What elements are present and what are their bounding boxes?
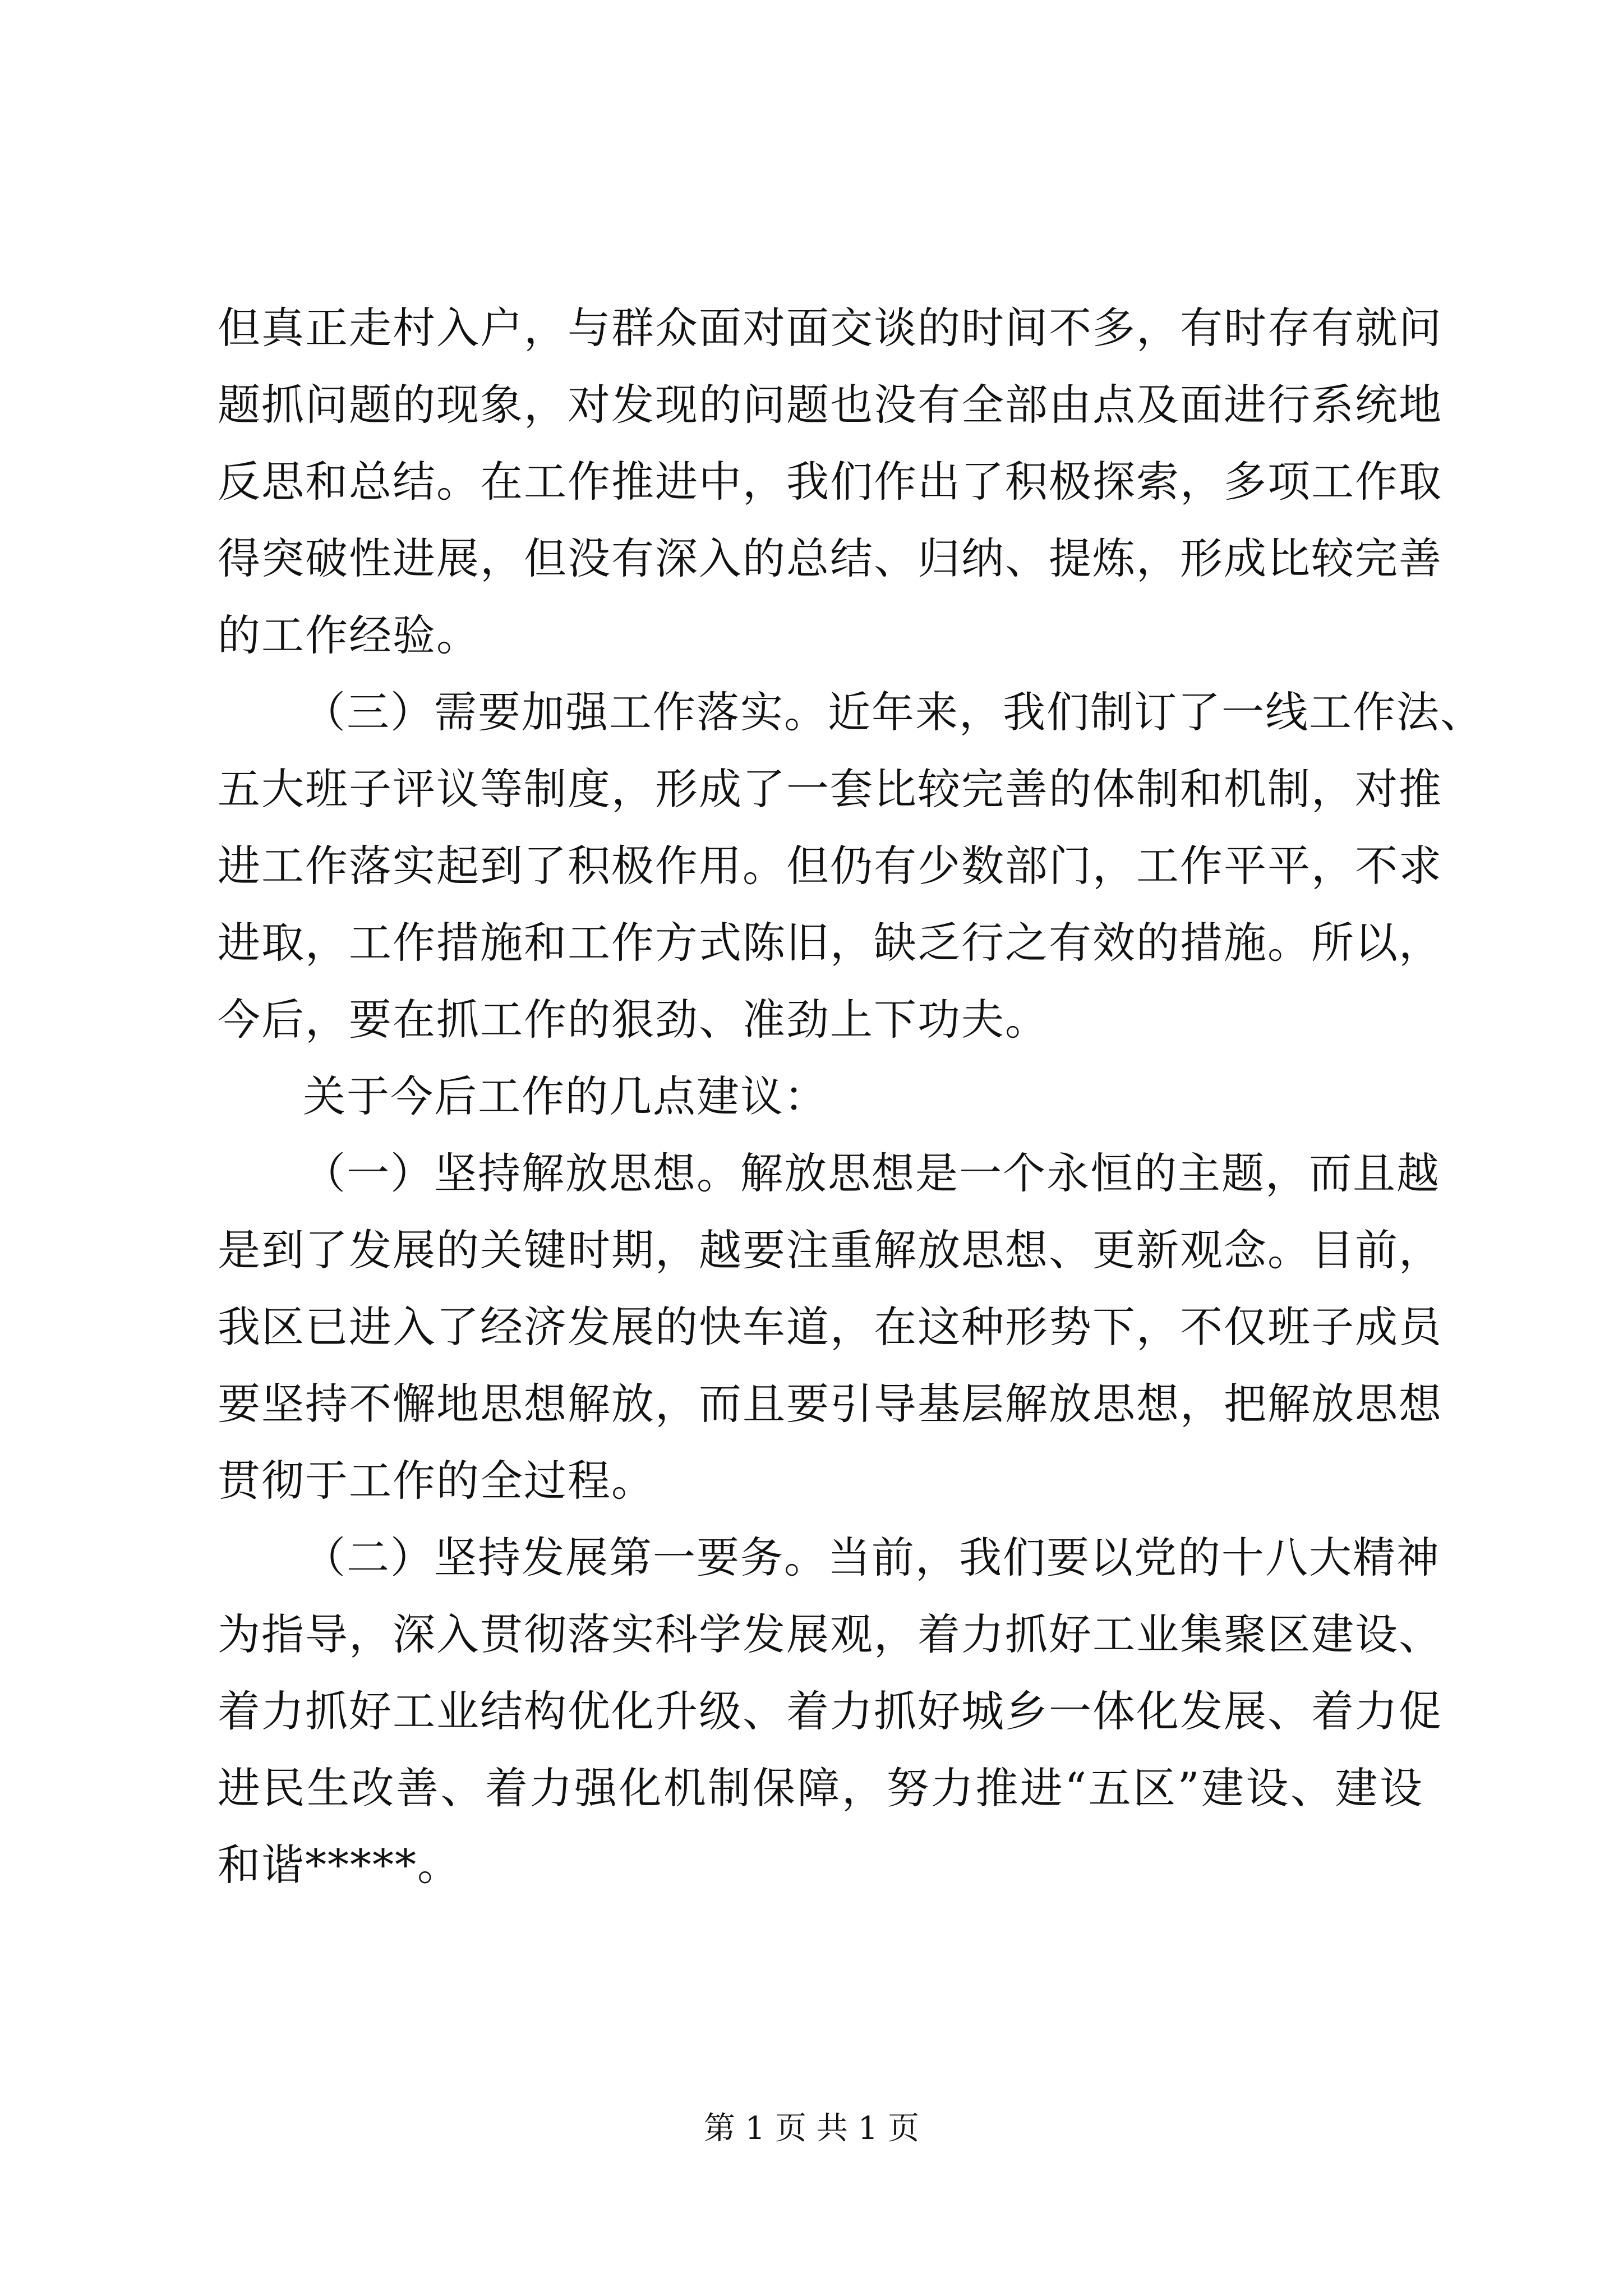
section-heading-line: （一）坚持解放思想。解放思想是一个永恒的主题，而且越: [303, 1148, 1440, 1198]
suggestions-heading: 关于今后工作的几点建议：: [303, 1071, 828, 1121]
paragraph-line: 和谐*****。: [218, 1840, 461, 1890]
paragraph-line: 得突破性进展，但没有深入的总结、归纳、提炼，形成比较完善: [218, 533, 1442, 583]
paragraph-line: 但真正走村入户，与群众面对面交谈的时间不多，有时存有就问: [218, 303, 1442, 353]
section-heading-line: （三）需要加强工作落实。近年来，我们制订了一线工作法、: [303, 687, 1484, 737]
paragraph-line: 为指导，深入贯彻落实科学发展观，着力抓好工业集聚区建设、: [218, 1609, 1442, 1659]
paragraph-line: 是到了发展的关键时期，越要注重解放思想、更新观念。目前，: [218, 1225, 1442, 1275]
paragraph-line: 今后，要在抓工作的狠劲、准劲上下功夫。: [218, 995, 1049, 1045]
paragraph-line: 的工作经验。: [218, 610, 480, 660]
paragraph-line: 要坚持不懈地思想解放，而且要引导基层解放思想，把解放思想: [218, 1379, 1442, 1429]
paragraph-line: 进工作落实起到了积极作用。但仍有少数部门，工作平平，不求: [218, 841, 1442, 891]
paragraph-line: 五大班子评议等制度，形成了一套比较完善的体制和机制，对推: [218, 764, 1442, 814]
paragraph-line: 进取，工作措施和工作方式陈旧，缺乏行之有效的措施。所以，: [218, 918, 1442, 968]
paragraph-line: 反思和总结。在工作推进中，我们作出了积极探索，多项工作取: [218, 457, 1442, 507]
paragraph-line: 进民生改善、着力强化机制保障，努力推进“五区”建设、建设: [218, 1763, 1423, 1813]
paragraph-line: 贯彻于工作的全过程。: [218, 1456, 655, 1506]
section-heading-line: （二）坚持发展第一要务。当前，我们要以党的十八大精神: [303, 1533, 1440, 1582]
page-number-footer: 第 1 页 共 1 页: [703, 2110, 920, 2147]
paragraph-line: 题抓问题的现象，对发现的问题也没有全部由点及面进行系统地: [218, 380, 1442, 430]
paragraph-line: 着力抓好工业结构优化升级、着力抓好城乡一体化发展、着力促: [218, 1686, 1442, 1736]
paragraph-line: 我区已进入了经济发展的快车道，在这种形势下，不仅班子成员: [218, 1302, 1442, 1352]
